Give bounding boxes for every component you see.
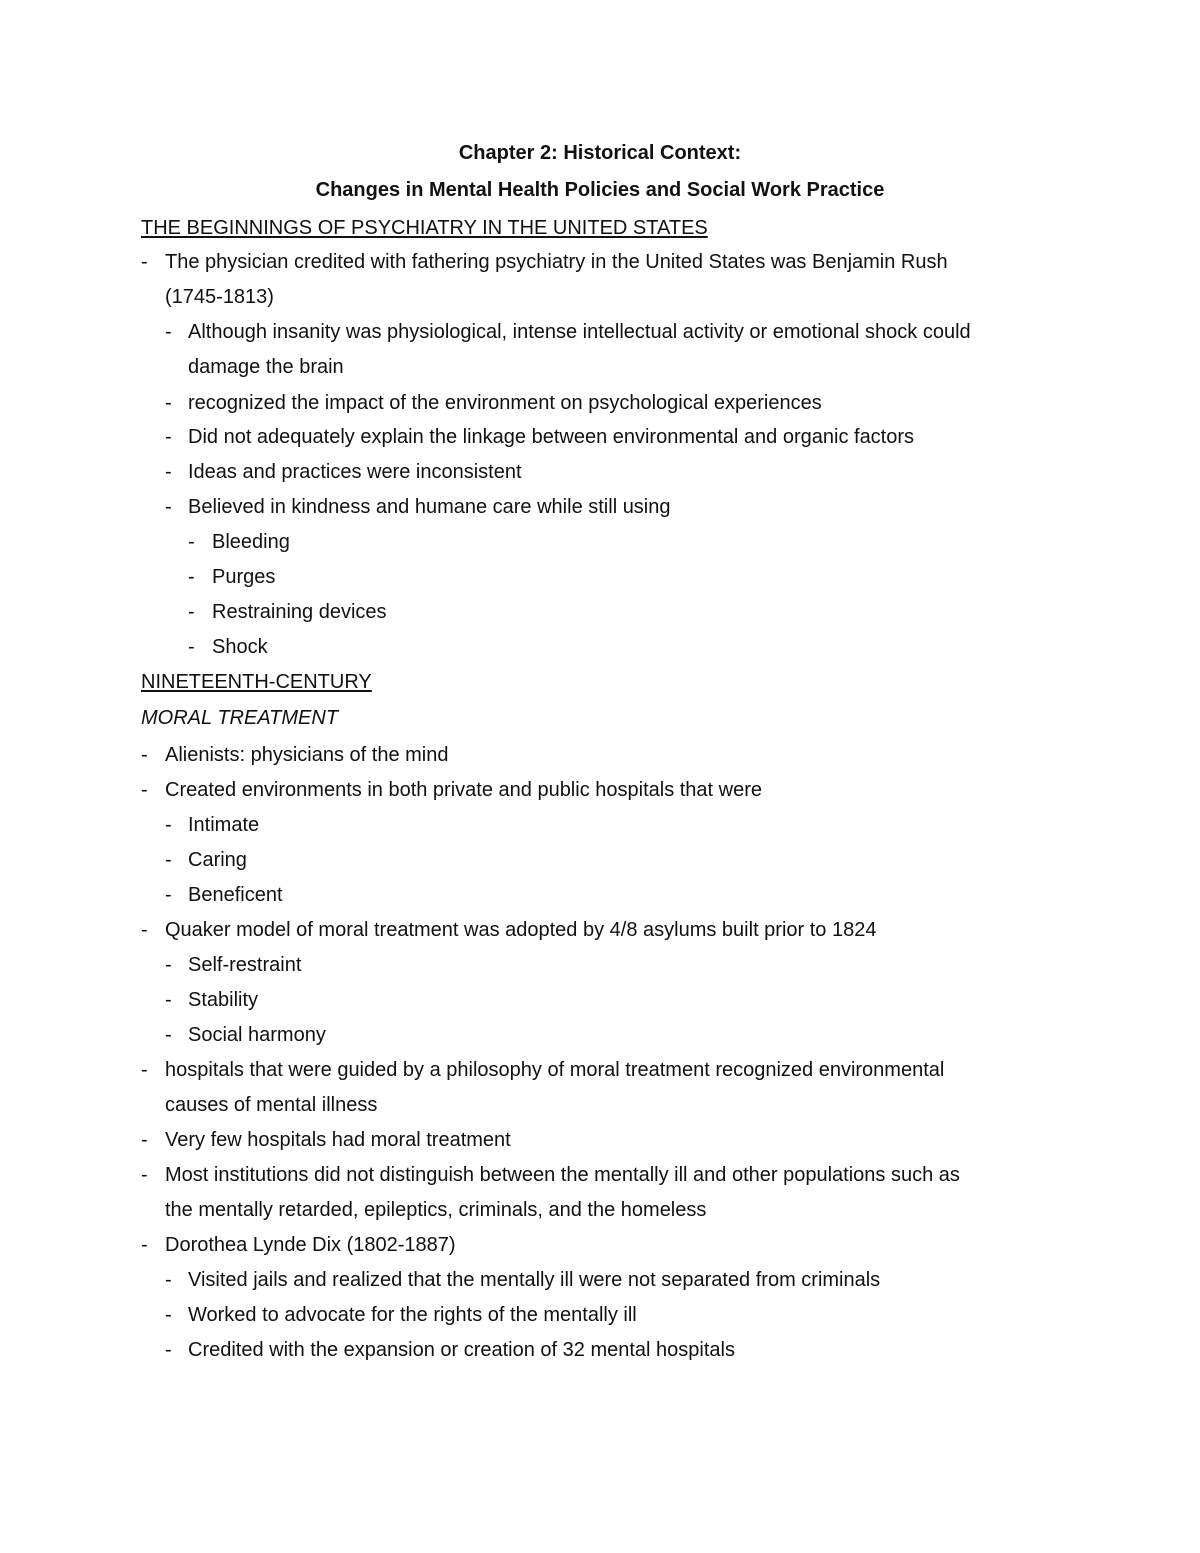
list-item: The physician credited with fathering psychiatry in the United States was Benjamin Rush	[165, 251, 948, 273]
list-item: Self-restraint	[188, 954, 302, 976]
bullet-dash: -	[165, 426, 172, 448]
list-item: Believed in kindness and humane care while still using	[188, 496, 671, 518]
bullet-dash: -	[165, 461, 172, 483]
list-item: Alienists: physicians of the mind	[165, 744, 449, 766]
bullet-dash: -	[188, 566, 195, 588]
list-item: Dorothea Lynde Dix (1802-1887)	[165, 1234, 456, 1256]
bullet-dash: -	[188, 531, 195, 553]
list-item: Created environments in both private and public hospitals that were	[165, 779, 763, 801]
bullet-dash: -	[165, 954, 172, 976]
bullet-dash: -	[141, 779, 148, 801]
list-item-continuation: (1745-1813)	[165, 286, 274, 308]
bullet-dash: -	[188, 636, 195, 658]
bullet-dash: -	[165, 884, 172, 906]
bullet-dash: -	[165, 496, 172, 518]
bullet-dash: -	[165, 849, 172, 871]
bullet-dash: -	[141, 744, 148, 766]
list-item: Worked to advocate for the rights of the mentally ill	[188, 1304, 637, 1326]
bullet-dash: -	[165, 1024, 172, 1046]
list-item: Caring	[188, 849, 247, 871]
section-heading-beginnings: THE BEGINNINGS OF PSYCHIATRY IN THE UNITED STATES	[141, 217, 708, 239]
list-item-continuation: causes of mental illness	[165, 1094, 378, 1116]
list-item: Shock	[212, 636, 268, 658]
list-item: Most institutions did not distinguish between the mentally ill and other populations such as	[165, 1164, 960, 1186]
list-item: Stability	[188, 989, 259, 1011]
list-item: Although insanity was physiological, intense intellectual activity or emotional shock could	[188, 321, 971, 343]
list-item: Restraining devices	[212, 601, 387, 623]
list-item: Bleeding	[212, 531, 290, 553]
bullet-dash: -	[165, 321, 172, 343]
page-subtitle: Changes in Mental Health Policies and Social Work Practice	[315, 179, 885, 201]
list-item: Ideas and practices were inconsistent	[188, 461, 522, 483]
section-heading-nineteenth-century: NINETEENTH-CENTURY	[141, 671, 372, 693]
list-item: Visited jails and realized that the mentally ill were not separated from criminals	[188, 1269, 881, 1291]
bullet-dash: -	[165, 392, 172, 414]
list-item: Quaker model of moral treatment was adopted by 4/8 asylums built prior to 1824	[165, 919, 877, 941]
bullet-dash: -	[165, 989, 172, 1011]
bullet-dash: -	[141, 919, 148, 941]
bullet-dash: -	[141, 1234, 148, 1256]
list-item: Purges	[212, 566, 276, 588]
bullet-dash: -	[141, 1164, 148, 1186]
page-title: Chapter 2: Historical Context:	[458, 142, 742, 164]
bullet-dash: -	[165, 814, 172, 836]
list-item: Did not adequately explain the linkage between environmental and organic factors	[188, 426, 915, 448]
list-item: Intimate	[188, 814, 260, 836]
bullet-dash: -	[188, 601, 195, 623]
list-item: recognized the impact of the environment on psychological experiences	[188, 392, 822, 414]
bullet-dash: -	[141, 1059, 148, 1081]
bullet-dash: -	[165, 1304, 172, 1326]
bullet-dash: -	[165, 1339, 172, 1361]
section-subheading-moral-treatment: MORAL TREATMENT	[141, 707, 339, 729]
list-item-continuation: the mentally retarded, epileptics, criminals, and the homeless	[165, 1199, 707, 1221]
list-item: Beneficent	[188, 884, 283, 906]
bullet-dash: -	[141, 251, 148, 273]
list-item: Very few hospitals had moral treatment	[165, 1129, 511, 1151]
list-item: Social harmony	[188, 1024, 326, 1046]
list-item: Credited with the expansion or creation of 32 mental hospitals	[188, 1339, 735, 1361]
bullet-dash: -	[141, 1129, 148, 1151]
list-item-continuation: damage the brain	[188, 356, 344, 378]
bullet-dash: -	[165, 1269, 172, 1291]
list-item: hospitals that were guided by a philosophy of moral treatment recognized environmental	[165, 1059, 945, 1081]
